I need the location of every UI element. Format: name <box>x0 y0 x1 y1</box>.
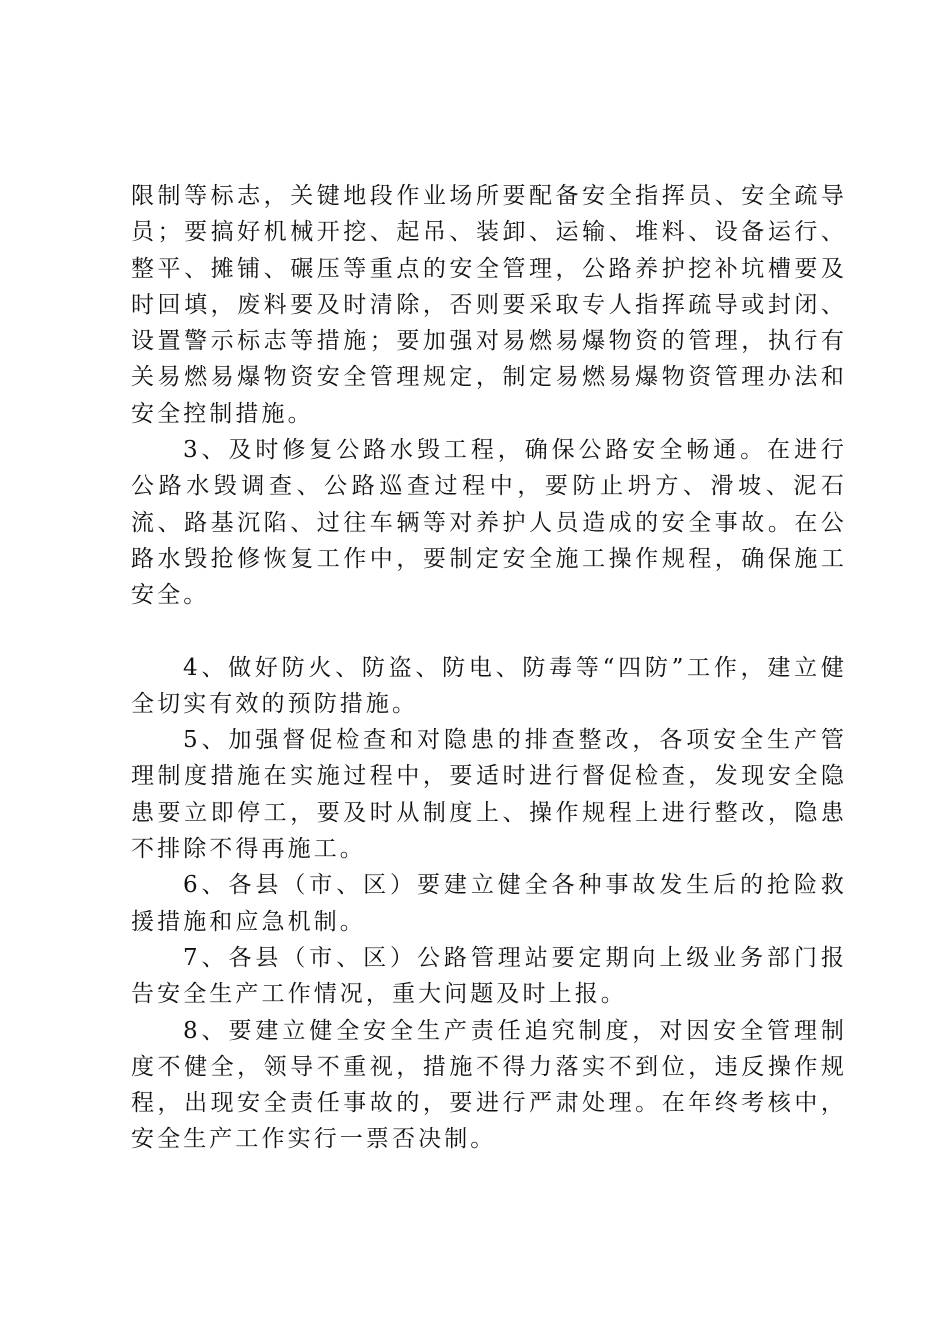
paragraph-item-8: 8、要建立健全安全生产责任追究制度，对因安全管理制度不健全，领导不重视，措施不得力落实不到位，违反操作规程，出现安全责任事故的，要进行严肃处理。在年终考核中，安全生产工作实行一票否决制。 <box>131 1017 847 1153</box>
paragraph-item-6: 6、各县（市、区）要建立健全各种事故发生后的抢险救援措施和应急机制。 <box>131 872 847 935</box>
document-body <box>131 178 847 1158</box>
paragraph-item-4: 4、做好防火、防盗、防电、防毒等“四防”工作，建立健全切实有效的预防措施。 <box>131 654 847 717</box>
paragraph-item-7: 7、各县（市、区）公路管理站要定期向上级业务部门报告安全生产工作情况，重大问题及时上报。 <box>131 944 847 1008</box>
paragraph-item-3: 3、及时修复公路水毁工程，确保公路安全畅通。在进行公路水毁调查、公路巡查过程中，要防止坍方、滑坡、泥石流、路基沉陷、过往车辆等对养护人员造成的安全事故。在公路水毁抢修恢复工作中，要制定安全施工操作规程，确保施工安全。 <box>131 437 847 609</box>
paragraph-continuation: 限制等标志，关键地段作业场所要配备安全指挥员、安全疏导员；要搞好机械开挖、起吊、装卸、运输、堆料、设备运行、整平、摊铺、碾压等重点的安全管理，公路养护挖补坑槽要及时回填，废料要及时清除，否则要采取专人指挥疏导或封闭、设置警示标志等措施；要加强对易燃易爆物资的管理，执行有关易燃易爆物资安全管理规定，制定易燃易爆物资管理办法和安全控制措施。 <box>131 183 847 427</box>
paragraph-item-5: 5、加强督促检查和对隐患的排查整改，各项安全生产管理制度措施在实施过程中，要适时进行督促检查，发现安全隐患要立即停工，要及时从制度上、操作规程上进行整改，隐患不排除不得再施工。 <box>131 727 847 863</box>
